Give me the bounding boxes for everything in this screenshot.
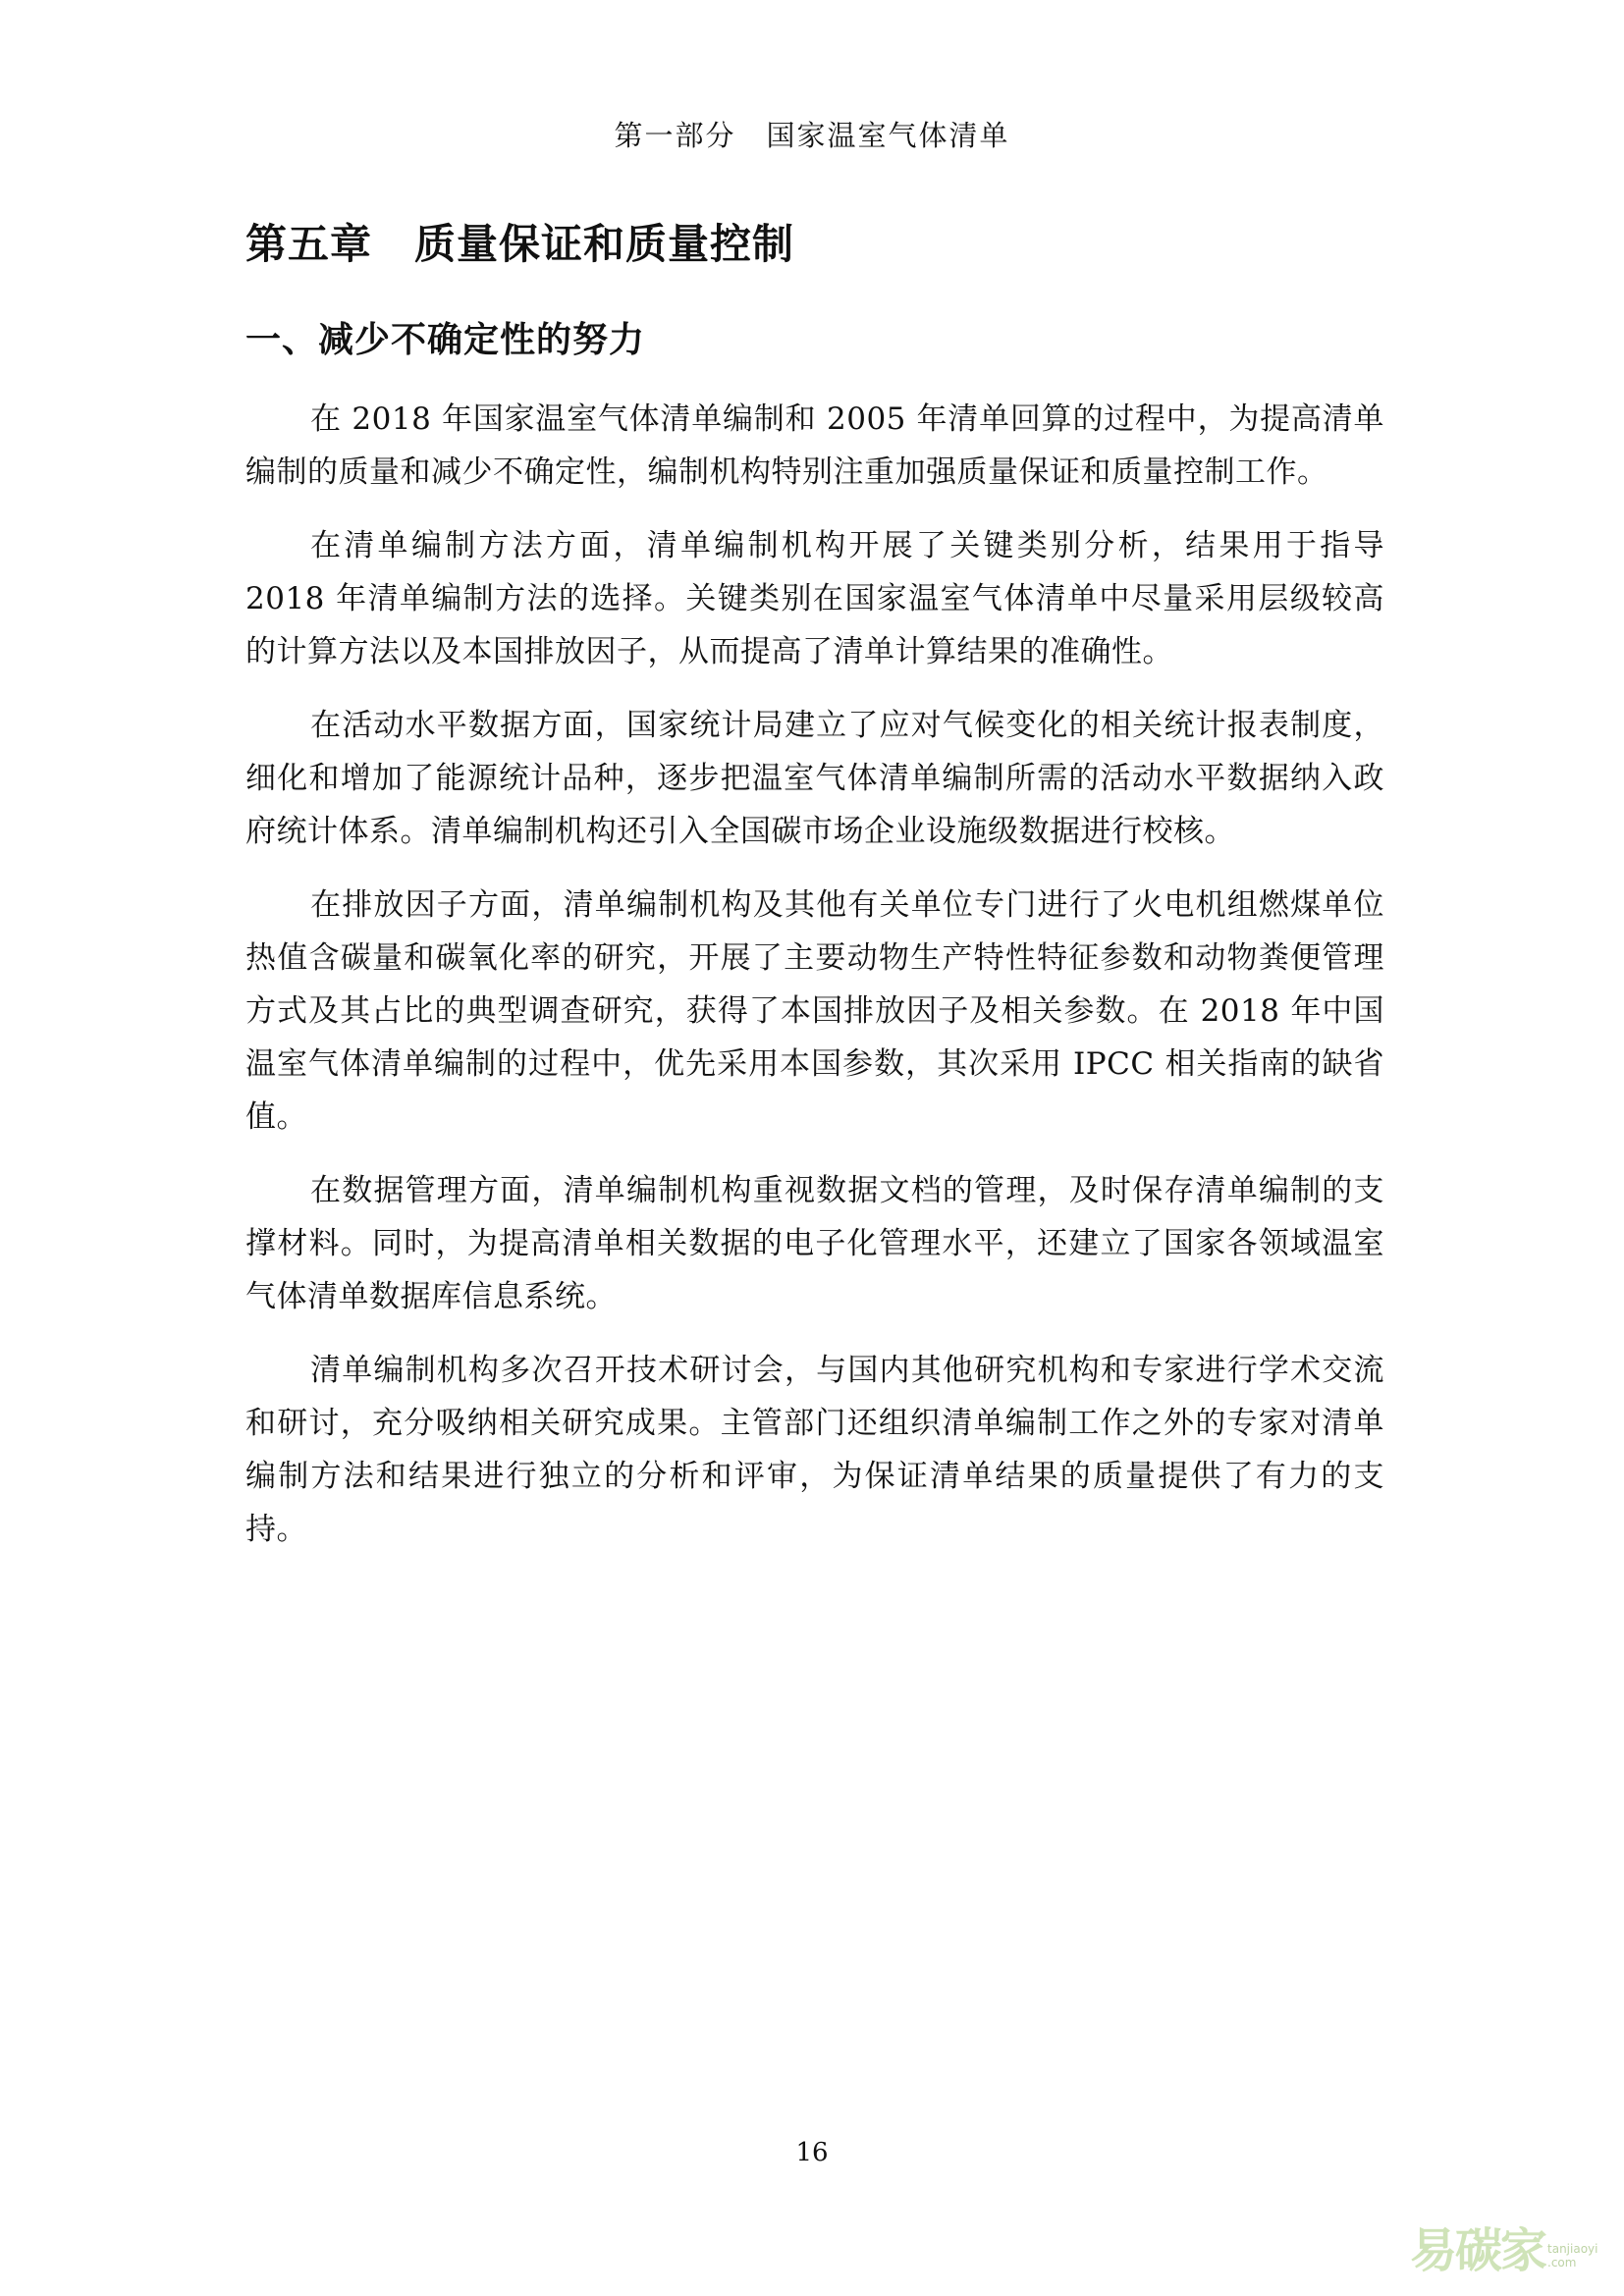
section-title: 一、减少不确定性的努力 xyxy=(245,320,646,360)
watermark-domain xyxy=(1547,2242,1597,2269)
watermark-domain-line2: .com xyxy=(1547,2256,1577,2269)
paragraph: 在数据管理方面，清单编制机构重视数据文档的管理，及时保存清单编制的支撑材料。同时，为提高清单相关数据的电子化管理水平，还建立了国家各领域温室气体清单数据库信息系统。 xyxy=(245,1173,1384,1314)
watermark-brand: 易碳家 xyxy=(1410,2223,1546,2278)
body-text xyxy=(245,393,1384,1576)
paragraph: 在清单编制方法方面，清单编制机构开展了关键类别分析，结果用于指导 2018 年清单编制方法的选择。关键类别在国家温室气体清单中尽量采用层级较高的计算方法以及本国排放因子，从而提高了清单计算结果的准确性。 xyxy=(245,528,1384,669)
watermark-logo xyxy=(1410,2220,1606,2278)
chapter-title: 第五章 质量保证和质量控制 xyxy=(245,220,795,268)
paragraph: 在 2018 年国家温室气体清单编制和 2005 年清单回算的过程中，为提高清单编制的质量和减少不确定性，编制机构特别注重加强质量保证和质量控制工作。 xyxy=(245,401,1384,490)
paragraph: 在排放因子方面，清单编制机构及其他有关单位专门进行了火电机组燃煤单位热值含碳量和碳氧化率的研究，开展了主要动物生产特性特征参数和动物粪便管理方式及其占比的典型调查研究，获得了本国排放因子及相关参数。在 2018 年中国温室气体清单编制的过程中，优先采用本国参数，其次采用 IPCC 相关指南的缺省值。 xyxy=(245,887,1384,1135)
watermark-domain-line1: tanjiaoyi xyxy=(1547,2242,1598,2256)
running-header: 第一部分 国家温室气体清单 xyxy=(614,119,1010,152)
paragraph: 在活动水平数据方面，国家统计局建立了应对气候变化的相关统计报表制度，细化和增加了能源统计品种，逐步把温室气体清单编制所需的活动水平数据纳入政府统计体系。清单编制机构还引入全国碳市场企业设施级数据进行校核。 xyxy=(245,708,1384,849)
page-number: 16 xyxy=(795,2138,829,2167)
paragraph: 清单编制机构多次召开技术研讨会，与国内其他研究机构和专家进行学术交流和研讨，充分吸纳相关研究成果。主管部门还组织清单编制工作之外的专家对清单编制方法和结果进行独立的分析和评审，为保证清单结果的质量提供了有力的支持。 xyxy=(245,1353,1384,1547)
